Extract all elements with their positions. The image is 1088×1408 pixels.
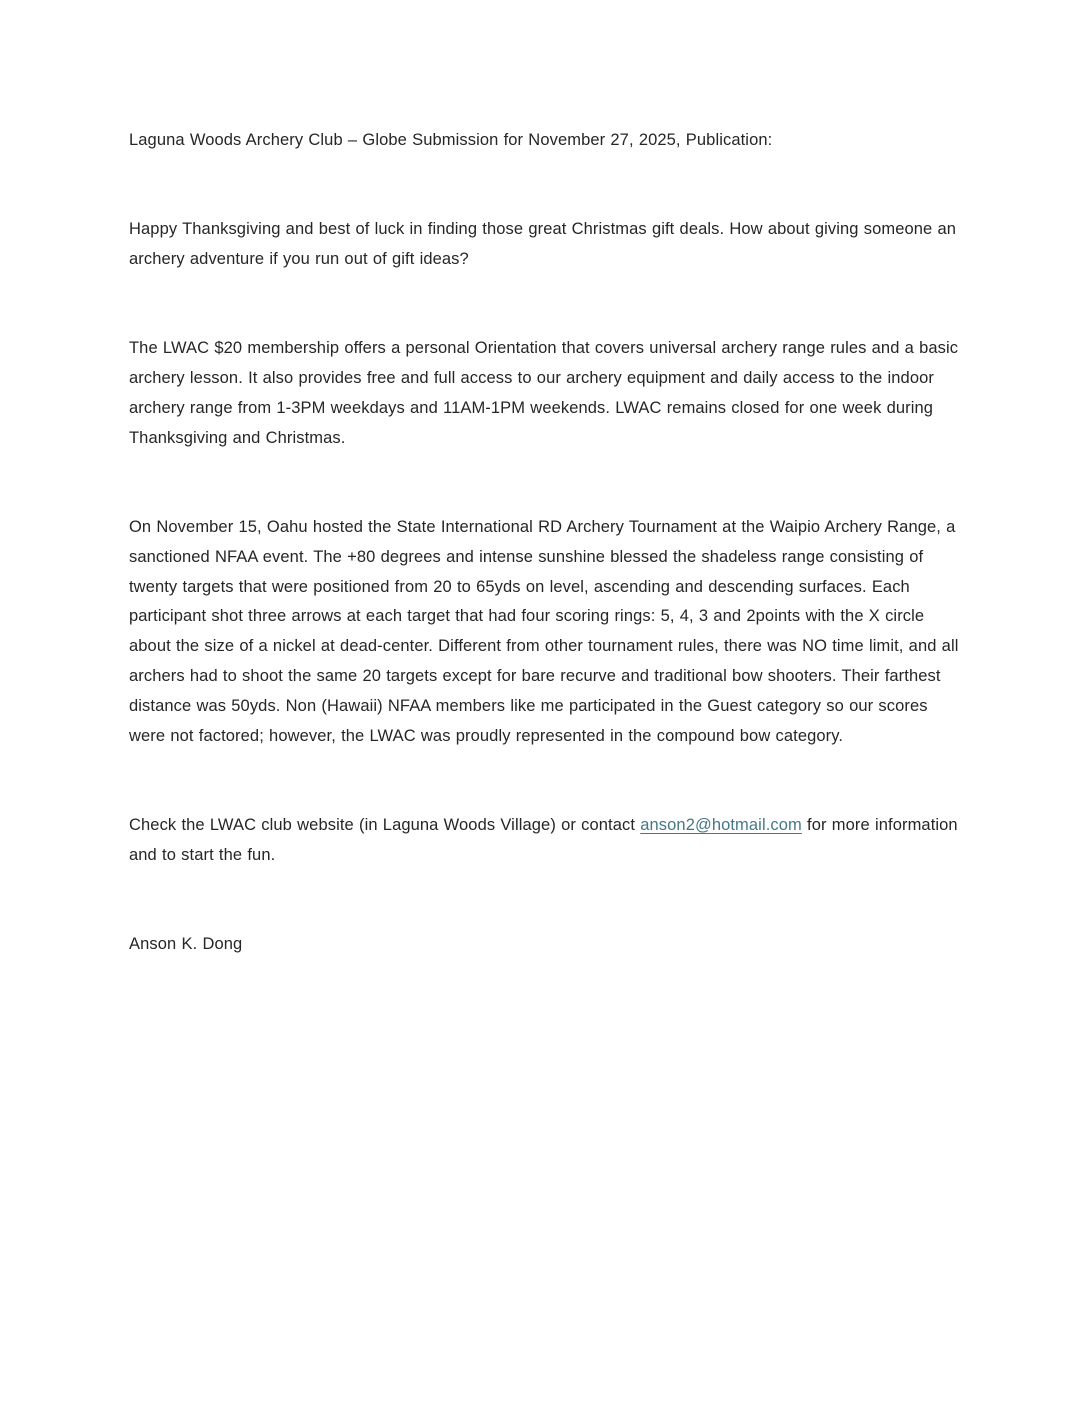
- paragraph-contact: [129, 811, 961, 871]
- document-title-line: Laguna Woods Archery Club – Globe Submission for November 27, 2025, Publication:: [129, 131, 773, 149]
- paragraph-membership: The LWAC $20 membership offers a personal Orientation that covers universal archery range rules and a basic archery lesson. It also provides free and full access to our archery equipment and daily access to the indoor archery range from 1-3PM weekdays and 11AM-1PM weekends. LWAC remains closed for one week during Thanksgiving and Christmas.: [129, 339, 959, 447]
- paragraph-tournament: On November 15, Oahu hosted the State International RD Archery Tournament at the Waipio Archery Range, a sanctioned NFAA event. The +80 degrees and intense sunshine blessed the shadeless range consisting of twenty targets that were positioned from 20 to 65yds on level, ascending and descending surfaces. Each participant shot three arrows at each target that had four scoring rings: 5, 4, 3 and 2points with the X circle about the size of a nickel at dead-center. Different from other tournament rules, there was NO time limit, and all archers had to shoot the same 20 targets except for bare recurve and traditional bow shooters. Their farthest distance was 50yds. Non (Hawaii) NFAA members like me participated in the Guest category so our scores were not factored; however, the LWAC was proudly represented in the compound bow category.: [129, 518, 959, 745]
- paragraph-greeting: Happy Thanksgiving and best of luck in finding those great Christmas gift deals. How about giving someone an archery adventure if you run out of gift ideas?: [129, 220, 957, 269]
- signature: Anson K. Dong: [129, 935, 243, 954]
- contact-text-after-link: for more information and to start the fun.: [129, 815, 958, 864]
- contact-text-before-link: Check the LWAC club website (in Laguna Woods Village) or contact: [129, 815, 641, 834]
- contact-email-link[interactable]: anson2@hotmail.com: [640, 815, 802, 834]
